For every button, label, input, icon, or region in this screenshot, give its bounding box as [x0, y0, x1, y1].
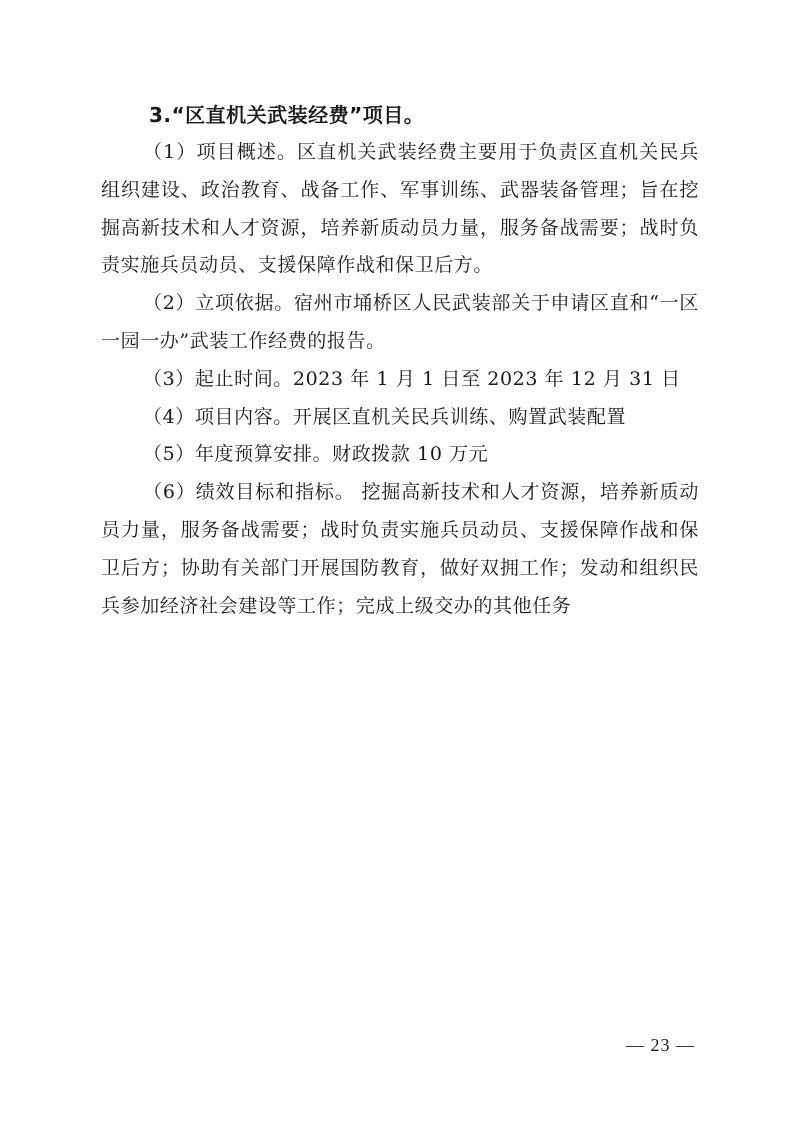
document-body: [101, 96, 699, 625]
paragraph-content: （4）项目内容。开展区直机关民兵训练、购置武装配置: [143, 405, 627, 428]
paragraph-period: （3）起止时间。2023 年 1 月 1 日至 2023 年 12 月 31 日: [143, 367, 681, 390]
paragraph-overview: （1）项目概述。区直机关武装经费主要用于负责区直机关民兵组织建设、政治教育、战备工作、军事训练、武器装备管理；旨在挖掘高新技术和人才资源，培养新质动员力量，服务备战需要；战时负责实施兵员动员、支援保障作战和保卫后方。: [101, 141, 699, 277]
paragraph-budget: （5）年度预算安排。财政拨款 10 万元: [143, 443, 489, 466]
page-number: — 23 —: [626, 1035, 695, 1055]
paragraph-goals: （6）绩效目标和指标。 挖掘高新技术和人才资源，培养新质动员力量，服务备战需要；战时负责实施兵员动员、支援保障作战和保卫后方；协助有关部门开展国防教育，做好双拥工作；发动和组织民兵参加经济社会建设等工作；完成上级交办的其他任务: [101, 481, 699, 617]
section-heading: 3.“区直机关武装经费”项目。: [149, 103, 425, 127]
paragraph-basis: （2）立项依据。宿州市埇桥区人民武装部关于申请区直和“一区一园一办”武装工作经费的报告。: [101, 292, 699, 352]
